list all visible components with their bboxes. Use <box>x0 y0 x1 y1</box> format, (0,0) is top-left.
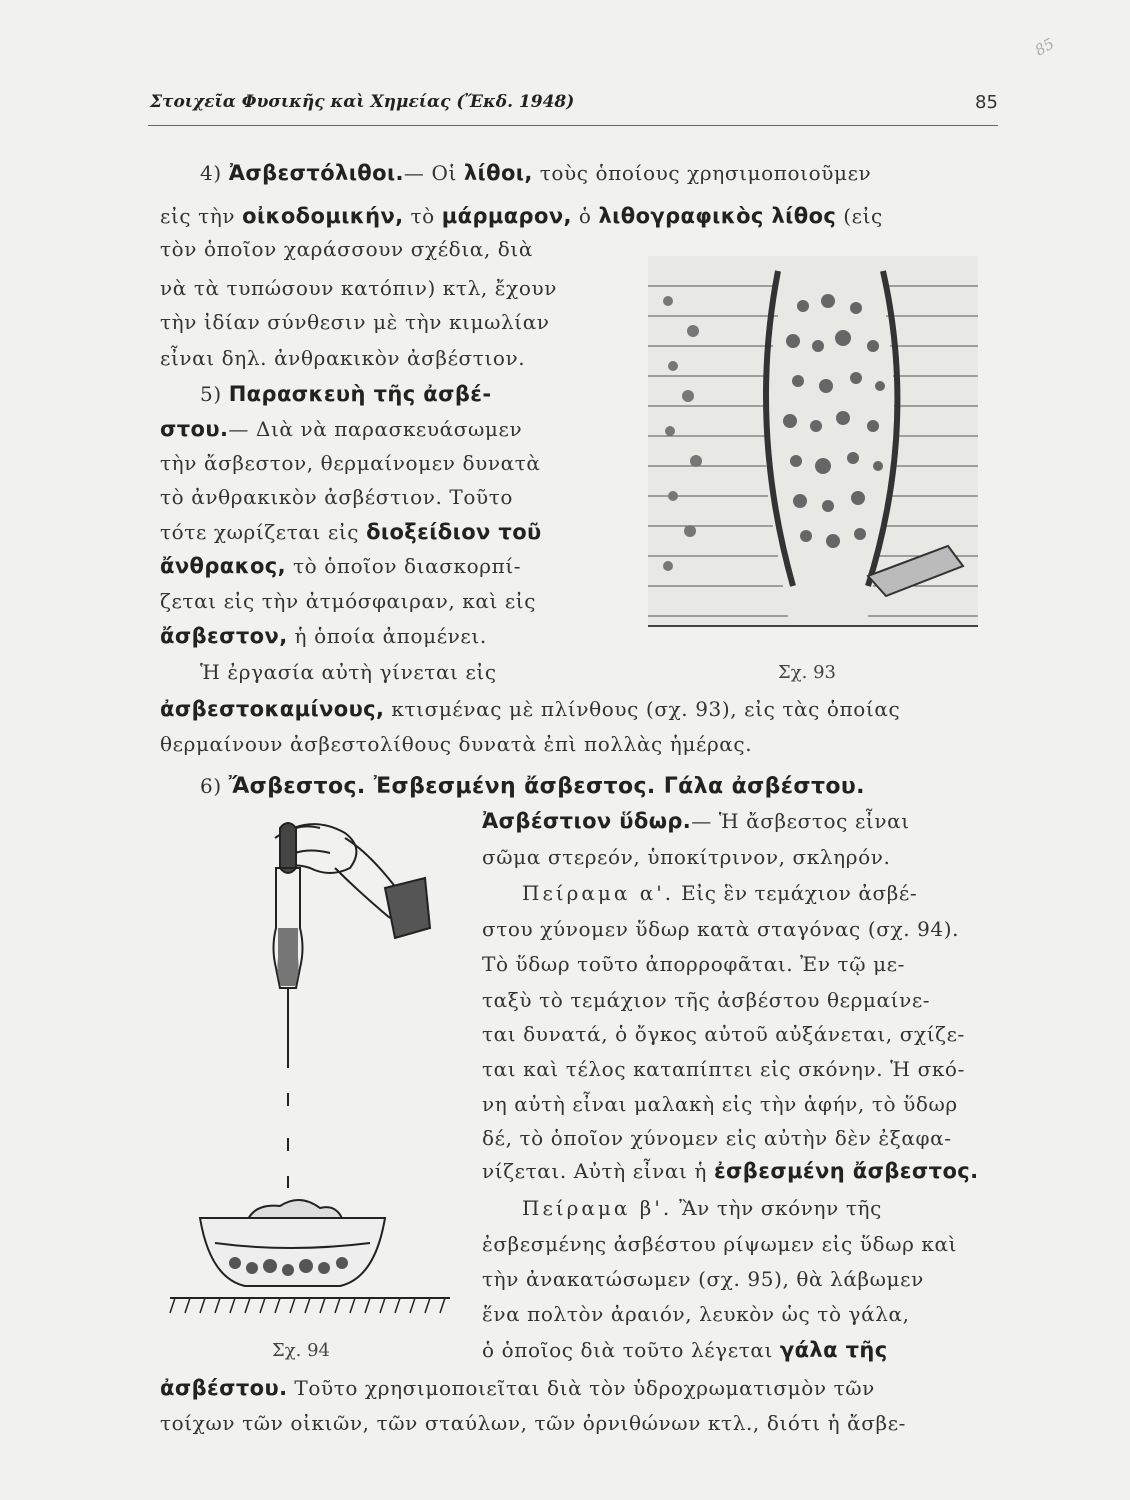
section6-title-cont: Ἀσβέστιον ὕδωρ. <box>482 809 692 833</box>
exp-a-line7: νη αὐτὴ εἶναι μαλακὴ εἰς τὴν ἁφήν, τὸ ὕδωρ <box>482 1092 958 1116</box>
keyword-asvestou: ἀσβέστου. <box>160 1376 288 1400</box>
text: τὸ ὁποῖον διασκορπί- <box>286 554 522 578</box>
section6-title-line1 <box>200 773 865 800</box>
figure94-caption: Σχ. 94 <box>272 1340 330 1361</box>
section4-line4: νὰ τὰ τυπώσουν κατόπιν) κτλ, ἔχουν <box>160 276 557 300</box>
figure93-caption: Σχ. 93 <box>778 662 836 683</box>
section6-title: Ἄσβεστος. Ἐσβεσμένη ἄσβεστος. Γάλα ἀσβέστου. <box>228 774 865 799</box>
keyword-lithografikos: λιθογραφικὸς λίθος <box>598 204 837 228</box>
section5-line3: τὴν ἄσβεστον, θερμαίνομεν δυνατὰ <box>160 451 541 475</box>
text: ὁ <box>571 204 599 228</box>
section5-line10 <box>160 696 900 722</box>
exp-a-line1 <box>522 880 917 906</box>
keyword-anthrakos: ἄνθρακος, <box>160 554 286 578</box>
page-number: 85 <box>975 92 998 113</box>
text: ἡ ὁποία ἀπομένει. <box>287 624 487 648</box>
exp-a-line4: ταξὺ τὸ τεμάχιον τῆς ἀσβέστου θερμαίνε- <box>482 988 931 1012</box>
section5-line7: ζεται εἰς τὴν ἀτμόσφαιραν, καὶ εἰς <box>160 589 537 613</box>
figure93-kiln-illustration <box>628 246 988 646</box>
section5-line6 <box>160 553 521 579</box>
keyword-asvestokaminous: ἀσβεστοκαμίνους, <box>160 697 385 721</box>
section4-line3: τὸν ὁποῖον χαράσσουν σχέδια, διὰ <box>160 237 533 261</box>
section5-line1 <box>200 381 492 407</box>
text: — Διὰ νὰ παρασκευάσωμεν <box>228 417 523 441</box>
exp-a-line2: στου χύνομεν ὕδωρ κατὰ σταγόνας (σχ. 94). <box>482 917 960 941</box>
section6-line3: σῶμα στερεόν, ὑποκίτρινον, σκληρόν. <box>482 845 891 869</box>
section5-line9: Ἡ ἐργασία αὐτὴ γίνεται εἰς <box>200 660 497 684</box>
section4-line2 <box>160 203 883 229</box>
exp-a-label: Πείραμα α'. <box>522 881 675 905</box>
text: εἰς τὴν <box>160 204 243 228</box>
section5-title: Παρασκευὴ τῆς ἀσβέ- <box>228 382 492 406</box>
section6-line2 <box>482 808 910 834</box>
text: (εἰς <box>836 204 883 228</box>
section5-line4: τὸ ἀνθρακικὸν ἀσβέστιον. Τοῦτο <box>160 485 514 509</box>
section5-line11: θερμαίνουν ἀσβεστολίθους δυνατὰ ἐπὶ πολλὰς ἡμέρας. <box>160 732 753 756</box>
keyword-marmaron: μάρμαρον, <box>441 204 572 228</box>
keyword-esvesmeni: ἐσβεσμένη ἄσβεστος. <box>713 1159 979 1183</box>
exp-a-line3: Τὸ ὕδωρ τοῦτο ἀπορροφᾶται. Ἐν τῷ με- <box>482 952 905 976</box>
section4-line5: τὴν ἰδίαν σύνθεσιν μὲ τὴν κιμωλίαν <box>160 310 550 334</box>
exp-b-label: Πείραμα β'. <box>522 1196 673 1220</box>
exp-b-line7: τοίχων τῶν οἰκιῶν, τῶν σταύλων, τῶν ὀρνιθώνων κτλ., διότι ἡ ἄσβε- <box>160 1411 907 1435</box>
section5-line5 <box>160 519 542 545</box>
keyword-asveston: ἄσβεστον, <box>160 624 288 648</box>
exp-a-line8: δέ, τὸ ὁποῖον χύνομεν εἰς αὐτὴν δὲν ἐξαφα- <box>482 1126 952 1150</box>
corner-note: 85 <box>1031 34 1058 60</box>
section4-line1 <box>200 160 871 186</box>
exp-a-line6: ται καὶ τέλος καταπίπτει εἰς σκόνην. Ἡ σκό- <box>482 1057 965 1081</box>
section6-number: 6) <box>200 774 222 798</box>
section5-title-cont: στου. <box>160 417 229 441</box>
section4-number: 4) <box>200 161 222 185</box>
exp-b-line5 <box>482 1337 888 1363</box>
text: ὁ ὁποῖος διὰ τοῦτο λέγεται <box>482 1338 780 1362</box>
text: τότε χωρίζεται εἰς <box>160 520 367 544</box>
section5-line8 <box>160 623 487 649</box>
text: Ἂν τὴν σκόνην τῆς <box>672 1196 882 1220</box>
exp-a-line5: ται δυνατά, ὁ ὄγκος αὐτοῦ αὐξάνεται, σχίζε- <box>482 1022 965 1046</box>
exp-a-line9 <box>482 1158 979 1184</box>
keyword-oikodomiki: οἰκοδομικήν, <box>242 204 404 228</box>
text: νίζεται. Αὐτὴ εἶναι ἡ <box>482 1159 714 1183</box>
text: Τοῦτο χρησιμοποιεῖται διὰ τὸν ὑδροχρωματισμὸν τῶν <box>287 1376 875 1400</box>
section5-number: 5) <box>200 382 222 406</box>
exp-b-line4: ἕνα πολτὸν ἀραιόν, λευκὸν ὡς τὸ γάλα, <box>482 1302 910 1326</box>
text: — Οἱ <box>403 161 464 185</box>
text: — Ἡ ἄσβεστος εἶναι <box>691 809 910 833</box>
keyword-gala: γάλα τῆς <box>779 1338 888 1362</box>
figure94-dropper-illustration <box>160 808 460 1328</box>
exp-b-line2: ἐσβεσμένης ἀσβέστου ρίψωμεν εἰς ὕδωρ καὶ <box>482 1232 958 1256</box>
text: Εἰς ἓν τεμάχιον ἀσβέ- <box>674 881 918 905</box>
keyword-lithoi: λίθοι, <box>463 161 533 185</box>
exp-b-line1 <box>522 1195 882 1221</box>
exp-b-line6 <box>160 1375 875 1401</box>
text: τοὺς ὁποίους χρησιμοποιοῦμεν <box>532 161 872 185</box>
text: κτισμένας μὲ πλίνθους (σχ. 93), εἰς τὰς ὁποίας <box>384 697 901 721</box>
running-title: Στοιχεῖα Φυσικῆς καὶ Χημείας (Ἔκδ. 1948) <box>150 92 575 112</box>
header-rule <box>148 125 998 126</box>
exp-b-line3: τὴν ἀνακατώσωμεν (σχ. 95), θὰ λάβωμεν <box>482 1267 924 1291</box>
section5-line2 <box>160 416 522 442</box>
section4-title: Ἀσβεστόλιθοι. <box>228 161 404 185</box>
text: τὸ <box>403 204 442 228</box>
keyword-dioxeidion: διοξείδιον τοῦ <box>366 520 542 544</box>
section4-line6: εἶναι δηλ. ἀνθρακικὸν ἀσβέστιον. <box>160 346 526 370</box>
